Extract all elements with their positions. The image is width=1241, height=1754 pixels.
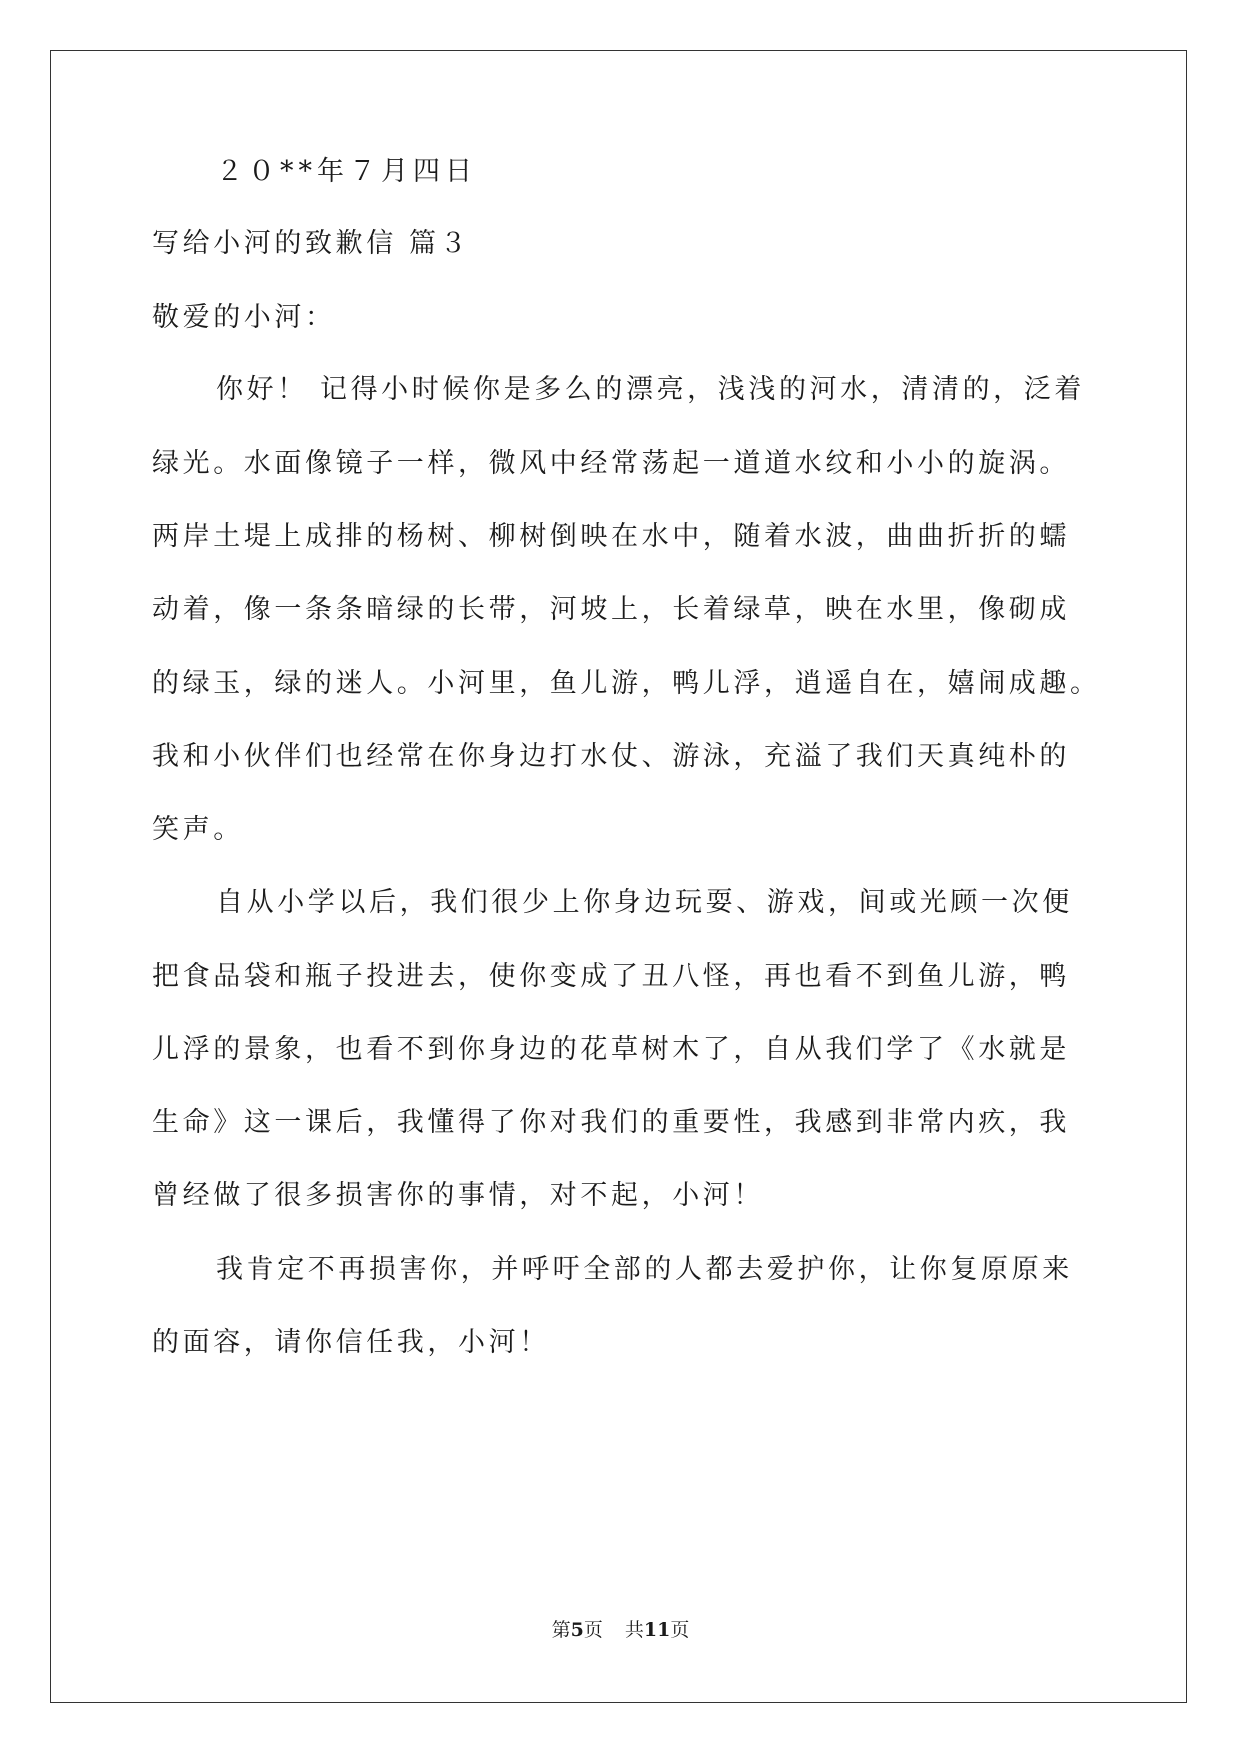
page-suffix: 页: [583, 1619, 603, 1641]
paragraph-line: 儿浮的景象，也看不到你身边的花草树木了，自从我们学了《水就是: [152, 1034, 1070, 1065]
paragraph-line: 生命》这一课后，我懂得了你对我们的重要性，我感到非常内疚，我: [152, 1107, 1070, 1138]
total-pages: 11: [643, 1619, 671, 1641]
paragraph-line: 曾经做了很多损害你的事情，对不起，小河！: [152, 1180, 764, 1211]
page-number: 5: [570, 1619, 584, 1641]
paragraph-line: 两岸土堤上成排的杨树、柳树倒映在水中，随着水波，曲曲折折的蠕: [152, 521, 1070, 552]
letter-title: 写给小河的致歉信 篇３: [152, 228, 471, 259]
paragraph-line: 你好！ 记得小时候你是多么的漂亮，浅浅的河水，清清的，泛着: [216, 374, 1085, 405]
paragraph-line: 的绿玉，绿的迷人。小河里，鱼儿游，鸭儿浮，逍遥自在，嬉闹成趣。: [152, 668, 1101, 699]
paragraph-line: 我肯定不再损害你，并呼吁全部的人都去爱护你，让你复原原来: [216, 1254, 1073, 1285]
paragraph-line: 把食品袋和瓶子投进去，使你变成了丑八怪，再也看不到鱼儿游，鸭: [152, 961, 1070, 992]
total-suffix: 页: [670, 1619, 690, 1641]
paragraph-line: 我和小伙伴们也经常在你身边打水仗、游泳，充溢了我们天真纯朴的: [152, 741, 1070, 772]
paragraph-line: 动着，像一条条暗绿的长带，河坡上，长着绿草，映在水里，像砌成: [152, 594, 1070, 625]
date-line: ２０**年７月四日: [216, 156, 477, 187]
page-footer: [0, 1616, 1241, 1644]
total-prefix: 共: [624, 1619, 644, 1641]
paragraph-line: 自从小学以后，我们很少上你身边玩耍、游戏，间或光顾一次便: [216, 887, 1073, 918]
salutation: 敬爱的小河：: [152, 302, 336, 333]
paragraph-line: 笑声。: [152, 814, 244, 845]
page-prefix: 第: [551, 1619, 571, 1641]
paragraph-line: 绿光。水面像镜子一样，微风中经常荡起一道道水纹和小小的旋涡。: [152, 448, 1070, 479]
paragraph-line: 的面容，请你信任我，小河！: [152, 1327, 550, 1358]
